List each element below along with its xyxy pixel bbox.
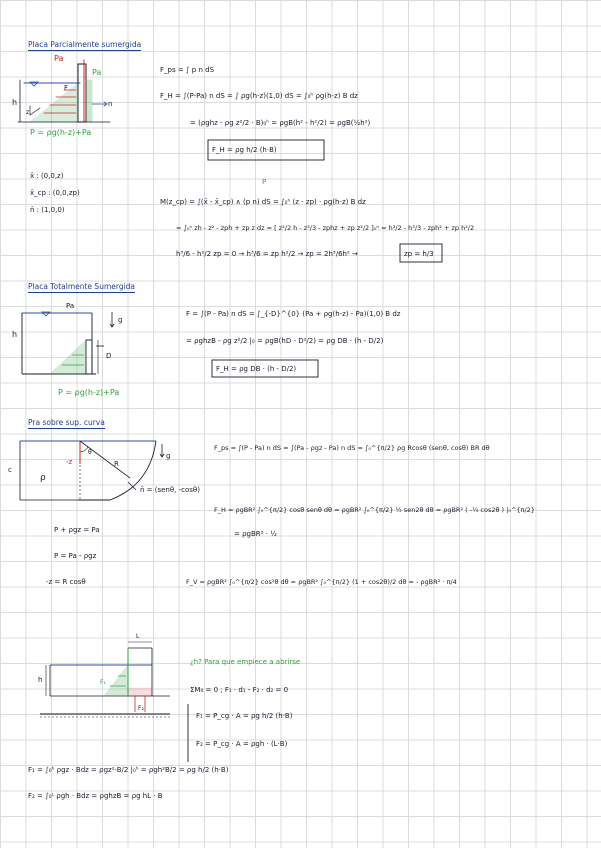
- eq-fps: F_ps = ∫ p n dS: [160, 66, 215, 74]
- question-h: ¿h? Para que empiece a abrirse: [190, 658, 301, 666]
- eq-gate-3: F₂ = P_cg · A = ρgh · (L·B): [196, 740, 288, 748]
- eq-fh-2: = (ρghz - ρg z²/2 · B)₀ʰ = ρgB(h² - h²/2) = ρgB(½h²): [190, 119, 371, 127]
- label-rho: ρ: [40, 473, 46, 483]
- eq-m-3-box: zp = h/3: [404, 250, 434, 258]
- label-pa: Pa: [54, 54, 64, 63]
- label-h-2: h: [12, 330, 18, 339]
- sketch-gate: [40, 642, 188, 762]
- pressure-curved-3: -z = R cosθ: [46, 578, 86, 586]
- label-g-2: g: [118, 316, 123, 324]
- pressure-full: P = ρg(h-z)+Pa: [58, 388, 120, 397]
- pressure-curved-1: P + ρgz = Pa: [54, 526, 100, 534]
- eq-m-1: M(z_cp) = ∫(x̄ - x̄_cp) ∧ (p n) dS = ∫₀ʰ (z - zp) · ρg(h-z) B dz: [160, 198, 366, 206]
- label-r: R: [114, 460, 119, 468]
- label-minus-z: -z: [66, 458, 73, 466]
- label-g-3: g: [166, 452, 171, 460]
- eq-gate-2: F₁ = P_cg · A = ρg h/2 (h·B): [196, 712, 293, 720]
- eq-gate-1: ΣM₀ = 0 ; F₁ · d₁ - F₂ · d₂ = 0: [190, 686, 289, 694]
- normal-vector: n̄ = (senθ, -cosθ): [140, 486, 200, 494]
- section-title-full: Placa Totalmente Sumergida: [28, 282, 136, 291]
- label-theta: θ: [88, 449, 92, 456]
- eq-curved-fv: F_V = ρgBR² ∫₀^{π/2} cos²θ dθ = ρgBR² ∫₀^{π/2} (1 + cos2θ)/2 dθ = - ρgBR² · π/4: [186, 578, 457, 586]
- vec-x: x̄ : (0,0,z): [30, 172, 64, 180]
- eq-curved-fh-2: = ρgBR² · ½: [234, 530, 277, 538]
- vec-xcp: x̄_cp : (0,0,zp): [30, 189, 80, 197]
- label-c: c: [8, 466, 12, 474]
- label-f2: F₂: [138, 705, 144, 712]
- label-l: L: [136, 633, 140, 640]
- section-title-partial: Placa Parcialmente sumergida: [28, 40, 142, 49]
- pressure-partial: P = ρg(h-z)+Pa: [30, 128, 92, 137]
- label-h: h: [12, 98, 18, 107]
- label-h-4: h: [38, 676, 43, 684]
- eq-f2-box: F_H = ρg DB · (h - D/2): [216, 365, 297, 373]
- eq-fh-box: F_H = ρg h/2 (h·B): [212, 146, 277, 154]
- eq-m-3: h³/6 - h²/2 zp = 0 → h³/6 = zp h²/2 → zp = 2h³/6h² →: [176, 250, 358, 258]
- eq-f2-2: = ρghzB - ρg z²/2 |₀ = ρgB(hD - D²/2) = ρg DB · (h - D/2): [186, 337, 384, 345]
- eq-fh-1: F_H = ∫(P-Pa) n dS = ∫ ρg(h-z)(1,0) dS = ∫₀ʰ ρg(h-z) B dz: [160, 92, 358, 100]
- vec-n: n̄ : (1,0,0): [30, 206, 65, 214]
- section-title-curved: Pra sobre sup. curva: [28, 418, 105, 427]
- eq-m-p: P: [262, 178, 267, 186]
- label-d: D: [106, 352, 112, 360]
- label-n: n: [108, 100, 113, 108]
- label-f: F: [64, 84, 69, 92]
- sketch-full-plate: [22, 312, 114, 374]
- pressure-curved-2: P = Pa - ρgz: [54, 552, 97, 560]
- eq-gate-5: F₂ = ∫₀ᴸ ρgh · Bdz = ρghzB = ρg hL · B: [28, 792, 163, 800]
- eq-f2-1: F = ∫(P - Pa) n dS = ∫_{-D}^{0} (Pa + ρg(h-z) - Pa)(1,0) B dz: [186, 310, 401, 318]
- label-pa-2: Pa: [66, 302, 75, 310]
- eq-m-2: = ∫₀ʰ zh - z² - zph + zp z dz = [ z²/2 h - z³/3 - zphz + zp z²/2 ]₀ʰ = h³/2 - h³/3 - zph² + zp h²/2: [176, 224, 475, 232]
- eq-curved-fps: F_ps = ∫(P - Pa) n dS = ∫(Pa - ρgz - Pa) n dS = ∫₀^{π/2} ρg Rcosθ (senθ, cosθ) BR dθ: [214, 444, 490, 452]
- eq-gate-4: F₁ = ∫₀ʰ ρgz · Bdz = ρgz²·B/2 |₀ʰ = ρgh²B/2 = ρg h/2 (h·B): [28, 766, 229, 774]
- label-f1: F₁: [100, 679, 106, 686]
- label-z: z: [26, 109, 30, 116]
- eq-curved-fh-1: F_H = ρgBR² ∫₀^{π/2} cosθ senθ dθ = ρgBR² ∫₀^{π/2} ½ sen2θ dθ = ρgBR² ( -¼ cos2θ ) |₀^{π/2}: [214, 506, 535, 514]
- label-pa-green: Pa: [92, 68, 102, 77]
